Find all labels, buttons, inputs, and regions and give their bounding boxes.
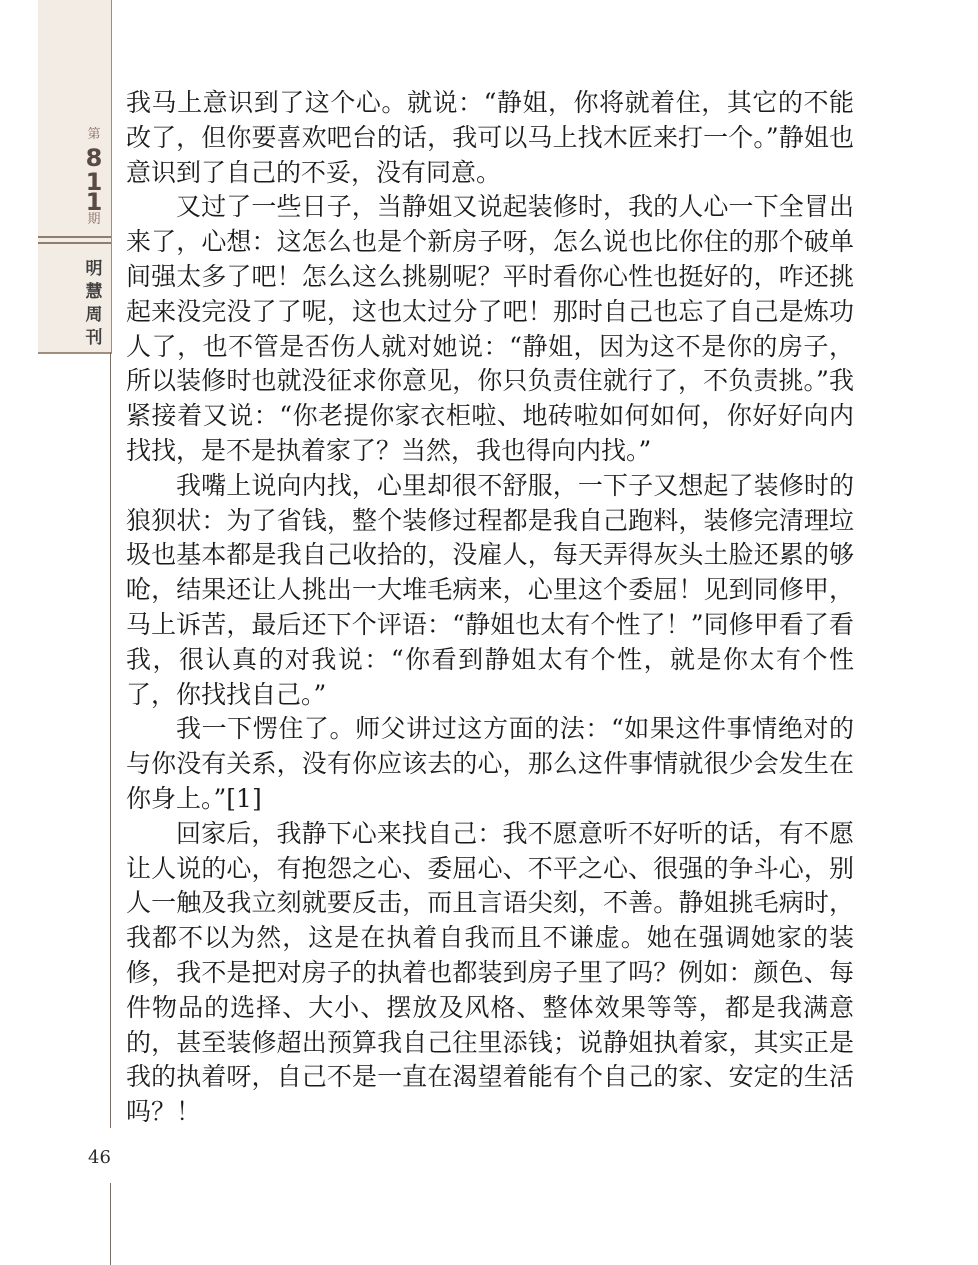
paragraph: 又过了一些日子，当静姐又说起装修时，我的人心一下全冒出来了，心想：这怎么也是个新房子呀，怎么说也比你住的那个破单间强太多了吧！怎么这么挑剔呢？平时看你心性也挺好的，咋还挑起来没完没了了呢，这也太过分了吧！那时自己也忘了自己是炼功人了，也不管是否伤人就对她说：“静姐，因为这不是你的房子，所以装修时也就没征求你意见，你只负责住就行了，不负责挑。”我紧接着又说：“你老提你家衣柜啦、地砖啦如何如何，你好好向内找找，是不是执着家了？当然，我也得向内找。”: [126, 192, 854, 465]
magazine-name: [84, 258, 104, 350]
article-body: [126, 86, 854, 1130]
paragraph: 我马上意识到了这个心。就说：“静姐，你将就着住，其它的不能改了，但你要喜欢吧台的话，我可以马上找木匠来打一个。”静姐也意识到了自己的不妥，没有同意。: [126, 88, 854, 187]
magazine-char: 慧: [85, 282, 103, 302]
sidebar-divider: [38, 242, 111, 244]
issue-digit: 1: [85, 188, 103, 216]
margin-rule: [110, 1183, 111, 1265]
paragraph: 我嘴上说向内找，心里却很不舒服，一下子又想起了装修时的狼狈状：为了省钱，整个装修过程都是我自己跑料，装修完清理垃圾也基本都是我自己收拾的，没雇人，每天弄得灰头土脸还累的够呛，结果还让人挑出一大堆毛病来，心里这个委屈！见到同修甲，马上诉苦，最后还下个评语：“静姐也太有个性了！”同修甲看了看我，很认真的对我说：“你看到静姐太有个性，就是你太有个性了，你找找自己。”: [126, 470, 854, 709]
sidebar-divider: [38, 236, 111, 238]
issue-prefix: 第: [87, 127, 101, 142]
margin-rule: [110, 352, 111, 1128]
paragraph: 回家后，我静下心来找自己：我不愿意听不好听的话，有不愿让人说的心，有抱怨之心、委屈心、不平之心、很强的争斗心，别人一触及我立刻就要反击，而且言语尖刻，不善。静姐挑毛病时，我都不以为然，这是在执着自我而且不谦虚。她在强调她家的装修，我不是把对房子的执着也都装到房子里了吗？例如：颜色、每件物品的选择、大小、摆放及风格、整体效果等等，都是我满意的，甚至装修超出预算我自己往里添钱；说静姐执着家，其实正是我的执着呀，自己不是一直在渴望着能有个自己的家、安定的生活吗？！: [126, 818, 854, 1127]
magazine-char: 明: [85, 259, 103, 279]
magazine-char: 周: [85, 305, 103, 325]
issue-digit: 1: [85, 168, 103, 196]
issue-suffix: 期: [87, 212, 101, 227]
magazine-char: 刊: [85, 328, 103, 348]
page-number: 46: [88, 1147, 111, 1168]
issue-digit: 8: [85, 144, 103, 172]
paragraph: 我一下愣住了。师父讲过这方面的法：“如果这件事情绝对的与你没有关系，没有你应该去的心，那么这件事情就很少会发生在你身上。”[1]: [126, 714, 854, 813]
